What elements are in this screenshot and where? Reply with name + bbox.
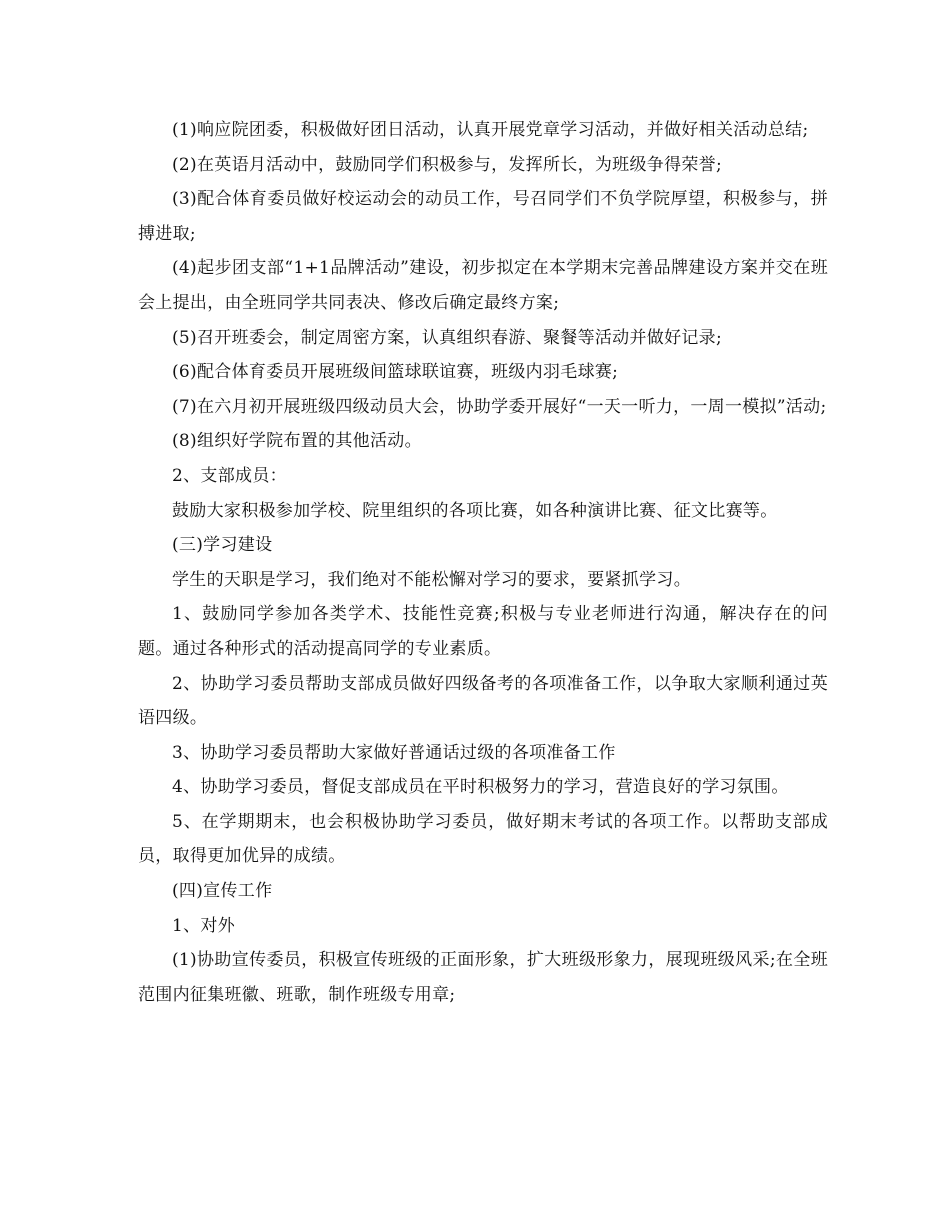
paragraph-13: 1、鼓励同学参加各类学术、技能性竞赛;积极与专业老师进行沟通，解决存在的问题。通过各种形式的活动提高同学的专业素质。: [138, 604, 828, 659]
paragraph-8: (8)组织好学院布置的其他活动。: [172, 431, 422, 452]
paragraph-6: (6)配合体育委员开展班级间篮球联谊赛，班级内羽毛球赛;: [172, 362, 619, 383]
paragraph-7: (7)在六月初开展班级四级动员大会，协助学委开展好“一天一听力，一周一模拟”活动;: [172, 396, 827, 417]
paragraph-14: 2、协助学习委员帮助支部成员做好四级备考的各项准备工作，以争取大家顺利通过英语四级。: [138, 673, 828, 729]
section-heading-study: (三)学习建设: [172, 535, 273, 556]
paragraph-3: (3)配合体育委员做好校运动会的动员工作，号召同学们不负学院厚望，积极参与，拼搏进取;: [138, 189, 828, 244]
paragraph-5: (5)召开班委会，制定周密方案，认真组织春游、聚餐等活动并做好记录;: [172, 327, 723, 348]
document-body: [138, 113, 828, 1012]
paragraph-17: 5、在学期期末，也会积极协助学习委员，做好期末考试的各项工作。以帮助支部成员，取得更加优异的成绩。: [138, 811, 828, 867]
subheading-external: 1、对外: [172, 915, 236, 936]
paragraph-2: (2)在英语月活动中，鼓励同学们积极参与，发挥所长，为班级争得荣誉;: [172, 154, 723, 175]
paragraph-1: (1)响应院团委，积极做好团日活动，认真开展党章学习活动，并做好相关活动总结;: [172, 120, 809, 140]
section-heading-members: 2、支部成员：: [172, 465, 287, 486]
paragraph-15: 3、协助学习委员帮助大家做好普通话过级的各项准备工作: [172, 742, 616, 763]
paragraph-10: 鼓励大家积极参加学校、院里组织的各项比赛，如各种演讲比赛、征文比赛等。: [172, 500, 778, 521]
paragraph-20: (1)协助宣传委员，积极宣传班级的正面形象，扩大班级形象力，展现班级风采;在全班范围内征集班徽、班歌，制作班级专用章;: [138, 950, 828, 1005]
paragraph-4: (4)起步团支部“1+1品牌活动”建设，初步拟定在本学期末完善品牌建设方案并交在班会上提出，由全班同学共同表决、修改后确定最终方案;: [138, 258, 828, 313]
section-heading-publicity: (四)宣传工作: [172, 881, 273, 902]
paragraph-16: 4、协助学习委员，督促支部成员在平时积极努力的学习，营造良好的学习氛围。: [172, 777, 789, 798]
paragraph-12: 学生的天职是学习，我们绝对不能松懈对学习的要求，要紧抓学习。: [172, 569, 691, 590]
